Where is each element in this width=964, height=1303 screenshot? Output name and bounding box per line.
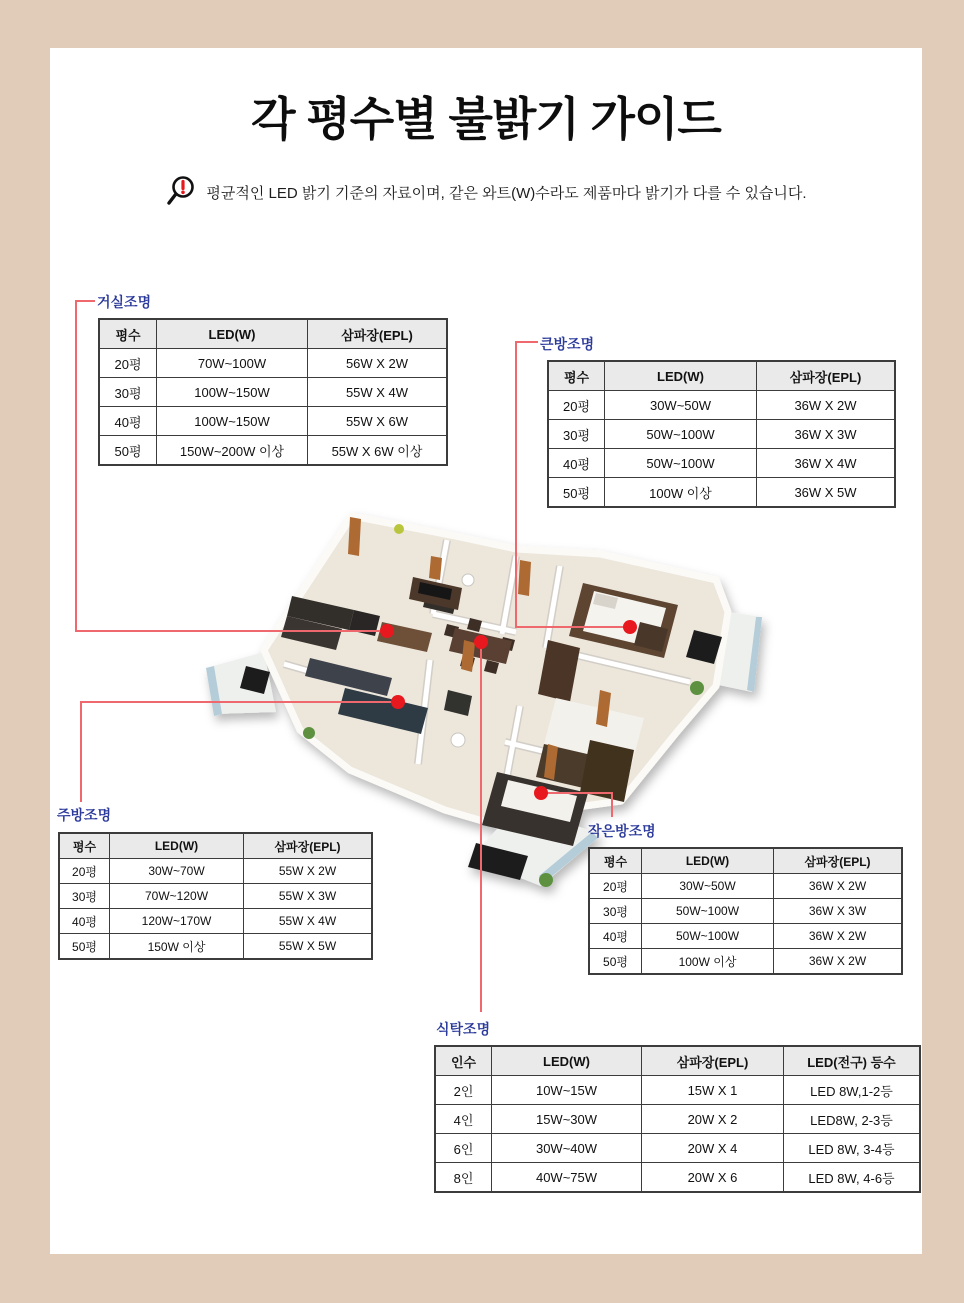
- table-cell: 36W X 5W: [757, 478, 896, 508]
- table-cell: LED 8W,1-2등: [784, 1076, 921, 1105]
- table-cell: 100W~150W: [157, 407, 308, 436]
- callout-label-dining: 식탁조명: [436, 1021, 491, 1037]
- column-header: LED(W): [157, 319, 308, 349]
- table-row: [59, 859, 372, 884]
- table-cell: 6인: [435, 1134, 492, 1163]
- table-cell: 20W X 4: [642, 1134, 784, 1163]
- table-cell: 55W X 2W: [244, 859, 373, 884]
- table-cell: 100W 이상: [605, 478, 757, 508]
- table-cell: 30W~40W: [492, 1134, 642, 1163]
- table-cell: 50W~100W: [605, 420, 757, 449]
- table-cell: 55W X 3W: [244, 884, 373, 909]
- table-cell: 40평: [548, 449, 605, 478]
- table-cell: 55W X 5W: [244, 934, 373, 960]
- table-row: [548, 420, 895, 449]
- table-row: [435, 1076, 920, 1105]
- table-row: [99, 407, 447, 436]
- column-header: LED(W): [492, 1046, 642, 1076]
- table-row: [99, 378, 447, 407]
- big-room-table: [547, 360, 896, 508]
- table-header-row: [548, 361, 895, 391]
- table-cell: 150W 이상: [110, 934, 244, 960]
- table-cell: 100W~150W: [157, 378, 308, 407]
- table-cell: 20W X 2: [642, 1105, 784, 1134]
- table-cell: 55W X 4W: [308, 378, 448, 407]
- table-cell: 20W X 6: [642, 1163, 784, 1193]
- table-cell: 30평: [99, 378, 157, 407]
- table-header-row: [435, 1046, 920, 1076]
- column-header: LED(W): [642, 848, 774, 874]
- column-header: 인수: [435, 1046, 492, 1076]
- column-header: 평수: [59, 833, 110, 859]
- table-cell: 50W~100W: [642, 924, 774, 949]
- table-cell: 100W 이상: [642, 949, 774, 975]
- table-cell: 50평: [548, 478, 605, 508]
- table-cell: 70W~100W: [157, 349, 308, 378]
- table-cell: 150W~200W 이상: [157, 436, 308, 466]
- table-cell: 36W X 2W: [757, 391, 896, 420]
- table-cell: 4인: [435, 1105, 492, 1134]
- table-cell: 120W~170W: [110, 909, 244, 934]
- table-cell: 36W X 2W: [774, 924, 903, 949]
- notice-row: [50, 174, 922, 210]
- small-room-table: [588, 847, 903, 975]
- table-row: [589, 949, 902, 975]
- column-header: 삼파장(EPL): [774, 848, 903, 874]
- table-cell: 50W~100W: [642, 899, 774, 924]
- column-header: LED(전구) 등수: [784, 1046, 921, 1076]
- column-header: 평수: [589, 848, 642, 874]
- table-cell: 15W~30W: [492, 1105, 642, 1134]
- column-header: 삼파장(EPL): [757, 361, 896, 391]
- table-cell: 15W X 1: [642, 1076, 784, 1105]
- column-header: LED(W): [605, 361, 757, 391]
- table-row: [99, 436, 447, 466]
- living-room-table: [98, 318, 448, 466]
- table-cell: 40평: [589, 924, 642, 949]
- table-row: [548, 391, 895, 420]
- callout-label-kitchen: 주방조명: [57, 807, 112, 823]
- magnifier-alert-icon: [165, 175, 197, 209]
- table-row: [435, 1105, 920, 1134]
- table-cell: 30W~50W: [642, 874, 774, 899]
- column-header: 삼파장(EPL): [642, 1046, 784, 1076]
- table-cell: 50평: [589, 949, 642, 975]
- table-cell: 20평: [59, 859, 110, 884]
- table-cell: 30W~50W: [605, 391, 757, 420]
- table-row: [589, 874, 902, 899]
- table-cell: 36W X 4W: [757, 449, 896, 478]
- table-row: [548, 478, 895, 508]
- table-row: [59, 909, 372, 934]
- table-cell: 30W~70W: [110, 859, 244, 884]
- table-cell: 40평: [99, 407, 157, 436]
- table-cell: 36W X 3W: [774, 899, 903, 924]
- table-cell: 36W X 2W: [774, 949, 903, 975]
- table-cell: 55W X 4W: [244, 909, 373, 934]
- column-header: 삼파장(EPL): [308, 319, 448, 349]
- table-cell: 30평: [589, 899, 642, 924]
- table-cell: LED8W, 2-3등: [784, 1105, 921, 1134]
- table-cell: 36W X 3W: [757, 420, 896, 449]
- table-cell: 50W~100W: [605, 449, 757, 478]
- table-cell: 50평: [99, 436, 157, 466]
- table-cell: 10W~15W: [492, 1076, 642, 1105]
- table-cell: 40W~75W: [492, 1163, 642, 1193]
- notice-text: 평균적인 LED 밝기 기준의 자료이며, 같은 와트(W)수라도 제품마다 밝기가 다를 수 있습니다.: [206, 184, 807, 202]
- table-cell: 2인: [435, 1076, 492, 1105]
- table-cell: 20평: [99, 349, 157, 378]
- table-cell: LED 8W, 4-6등: [784, 1163, 921, 1193]
- column-header: 평수: [548, 361, 605, 391]
- table-cell: 36W X 2W: [774, 874, 903, 899]
- column-header: 삼파장(EPL): [244, 833, 373, 859]
- table-cell: 70W~120W: [110, 884, 244, 909]
- table-header-row: [59, 833, 372, 859]
- table-cell: 20평: [589, 874, 642, 899]
- table-cell: LED 8W, 3-4등: [784, 1134, 921, 1163]
- table-row: [589, 924, 902, 949]
- callout-label-small-room: 작은방조명: [588, 823, 656, 839]
- table-cell: 30평: [59, 884, 110, 909]
- table-cell: 20평: [548, 391, 605, 420]
- table-header-row: [589, 848, 902, 874]
- table-row: [435, 1163, 920, 1193]
- table-cell: 50평: [59, 934, 110, 960]
- callout-label-living-room: 거실조명: [97, 294, 152, 310]
- table-row: [59, 934, 372, 960]
- table-row: [99, 349, 447, 378]
- table-cell: 8인: [435, 1163, 492, 1193]
- callout-label-big-room: 큰방조명: [540, 336, 595, 352]
- column-header: 평수: [99, 319, 157, 349]
- dining-table: [434, 1045, 921, 1193]
- table-cell: 40평: [59, 909, 110, 934]
- kitchen-table: [58, 832, 373, 960]
- column-header: LED(W): [110, 833, 244, 859]
- table-cell: 55W X 6W: [308, 407, 448, 436]
- table-cell: 55W X 6W 이상: [308, 436, 448, 466]
- table-row: [548, 449, 895, 478]
- table-cell: 30평: [548, 420, 605, 449]
- table-row: [435, 1134, 920, 1163]
- table-header-row: [99, 319, 447, 349]
- table-row: [59, 884, 372, 909]
- page-title: 각 평수별 불밝기 가이드: [251, 93, 721, 145]
- table-row: [589, 899, 902, 924]
- table-cell: 56W X 2W: [308, 349, 448, 378]
